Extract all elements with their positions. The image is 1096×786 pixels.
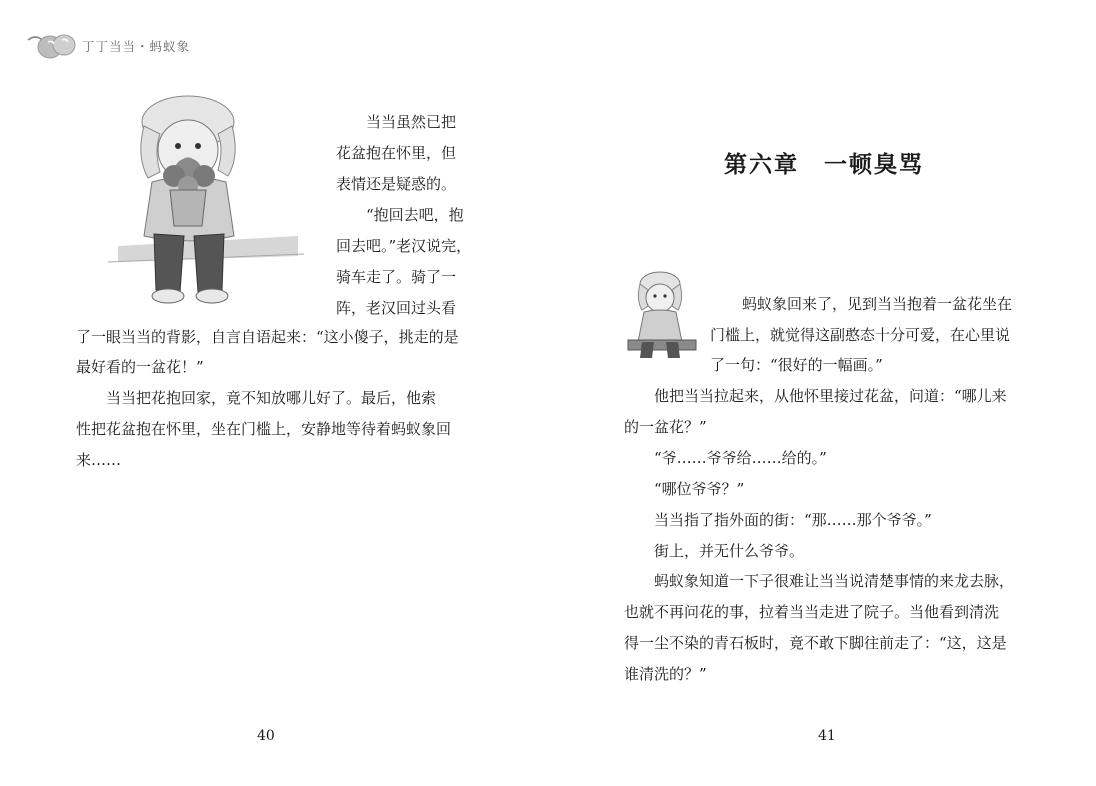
text-line: 也就不再问花的事，拉着当当走进了院子。当他看到清洗 (624, 603, 1000, 621)
text-line: 当当把花抱回家，竟不知放哪儿好了。最后，他索 (106, 389, 437, 407)
peanut-logo-icon (26, 30, 78, 62)
text-line: 了一句：“很好的一幅画。” (710, 356, 883, 374)
text-line: 蚂蚁象知道一下子很难让当当说清楚事情的来龙去脉， (654, 572, 1015, 590)
series-title: 丁丁当当・蚂蚁象 (82, 39, 191, 54)
text-line: “爷……爷爷给……给的。” (654, 449, 827, 467)
text-line: 当当虽然已把 (366, 113, 457, 131)
page-number: 40 (257, 728, 275, 744)
text-line: 了一眼当当的背影，自言自语起来：“这小傻子，挑走的是 (76, 328, 459, 346)
text-line: 花盆抱在怀里，但 (336, 144, 457, 162)
boy-sitting-on-threshold-illustration (624, 266, 700, 362)
text-line: 当当指了指外面的街：“那……那个爷爷。” (654, 511, 932, 529)
text-line: 蚂蚁象回来了，见到当当抱着一盆花坐在 (742, 295, 1013, 313)
text-line: 阵，老汉回过头看 (336, 299, 457, 317)
text-line: 得一尘不染的青石板时，竟不敢下脚往前走了：“这，这是 (624, 634, 1007, 652)
text-line: 性把花盆抱在怀里，坐在门槛上，安静地等待着蚂蚁象回 (76, 420, 452, 438)
text-line: 他把当当拉起来，从他怀里接过花盆，问道：“哪儿来 (654, 387, 1007, 405)
text-line: 的一盆花？” (624, 418, 707, 436)
page-number: 41 (818, 728, 836, 744)
text-line: 谁清洗的？” (624, 665, 707, 683)
text-line: 街上，并无什么爷爷。 (654, 542, 805, 560)
text-line: 来…… (76, 451, 122, 469)
right-page (548, 0, 1096, 786)
text-line: “抱回去吧，抱 (366, 206, 464, 224)
text-line: “哪位爷爷？” (654, 480, 745, 498)
text-line: 骑车走了。骑了一 (336, 268, 457, 286)
boy-holding-flowerpot-illustration (108, 86, 304, 310)
text-line: 最好看的一盆花！” (76, 358, 204, 376)
text-line: 回去吧。”老汉说完， (336, 237, 472, 255)
text-line: 门槛上，就觉得这副憨态十分可爱，在心里说 (710, 326, 1011, 344)
chapter-title: 第六章 一顿臭骂 (724, 151, 924, 178)
running-header (26, 30, 246, 64)
text-line: 表情还是疑惑的。 (336, 175, 457, 193)
